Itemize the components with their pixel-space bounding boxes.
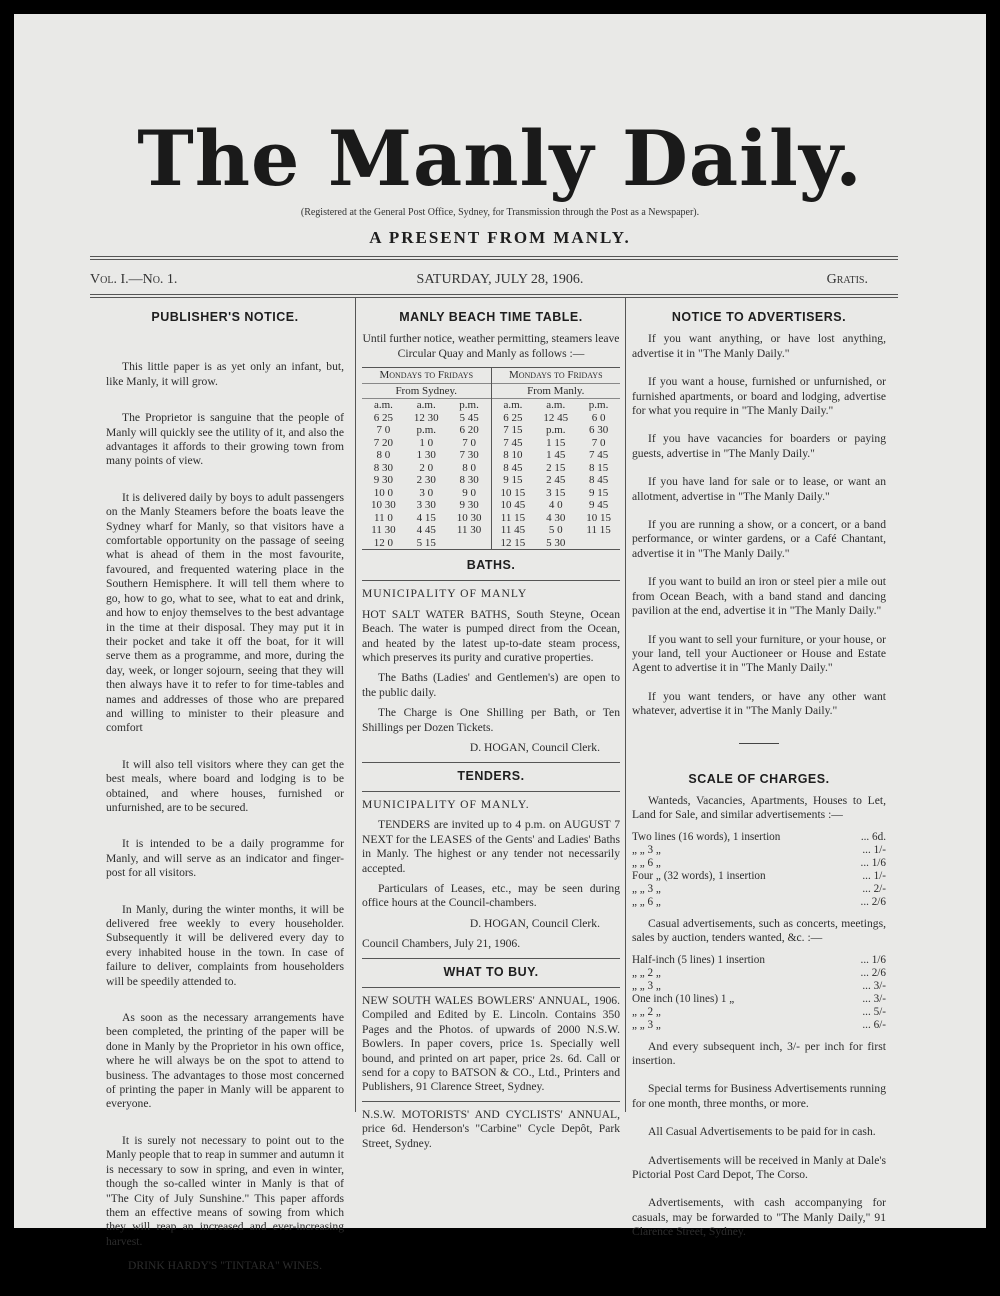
departure-time: 9 0 (462, 486, 476, 499)
timetable-row (492, 487, 621, 500)
departure-time: 10 30 (371, 499, 396, 512)
departure-time: 5 30 (546, 536, 566, 549)
advertisers-paragraph: If you want tenders, or have any other want whatever, advertise it in "The Manly Daily." (632, 689, 886, 718)
timetable-row (362, 449, 491, 462)
line-rates-table (632, 831, 886, 909)
departure-time: 7 30 (459, 449, 479, 462)
dateline-rule-2 (90, 297, 898, 298)
timetable-row (362, 537, 491, 550)
timetable-row (492, 437, 621, 450)
departure-time: 12 0 (373, 536, 394, 549)
scale-paragraph: Special terms for Business Advertisements running for one month, three months, or more. (632, 1082, 886, 1110)
timetable-from-sydney (362, 368, 492, 549)
departure-time: 7 0 (462, 436, 476, 449)
scale-casual: Casual advertisements, such as concerts, meetings, sales by auction, tenders wanted, &c. :— (632, 916, 886, 945)
timetable-row (362, 437, 491, 450)
timetable-row (362, 499, 491, 512)
timetable-heading: MANLY BEACH TIME TABLE. (399, 310, 583, 324)
rate-price: ... 6/- (862, 1018, 886, 1031)
departure-time: 10 45 (500, 499, 526, 512)
tenders-paragraph: Particulars of Leases, etc., may be seen during office hours at the Council-chambers. (362, 881, 620, 910)
rate-row (632, 896, 886, 909)
departure-time: 8 0 (376, 449, 391, 462)
tenders-heading: TENDERS. (457, 768, 525, 783)
rate-row (632, 954, 886, 967)
timetable-row (492, 474, 621, 487)
rate-row (632, 980, 886, 993)
departure-time: 9 30 (373, 474, 394, 487)
departure-time: 7 0 (591, 436, 606, 449)
advertisers-paragraph: If you want anything, or have lost anything, advertise it in "The Manly Daily." (632, 332, 886, 360)
masthead-subtitle: A PRESENT FROM MANLY. (369, 228, 631, 247)
advertisers-paragraph: If you are running a show, or a concert, or a band performance, or winter gardens, or a Café Chantant, advertise it in "The Manly Daily." (632, 518, 886, 560)
scale-intro: Wanteds, Vacancies, Apartments, Houses to Let, Land for Sale, and similar advertisements :— (632, 793, 886, 822)
departure-time: 11 30 (371, 524, 396, 537)
masthead-title: The Manly Daily. (137, 114, 863, 203)
notice-paragraph: In Manly, during the winter months, it will be delivered free weekly to every householder. Subsequently it will be delivered every day to every inhabited house in the town. In case of failure to deliver, complaints from householders will be speedily attended to. (106, 902, 344, 988)
departure-time: 3 15 (546, 486, 566, 499)
notice-paragraph: As soon as the necessary arrangements have been completed, the printing of the paper will be done in Manly by the Proprietor in his own office, where he will always be on the spot to attend to business. The advantages to those most concerned of printing the paper in Manly will be apparent to everyone. (106, 1011, 344, 1111)
rate-price: ... 1/- (862, 843, 886, 856)
section-rule (362, 791, 620, 792)
departure-time: 4 15 (416, 511, 436, 524)
buy-item: NEW SOUTH WALES BOWLERS' ANNUAL, 1906. Compiled and Edited by E. Lincoln. Contains 350 Pages and the Photos. of upwards of 2000 N.S.W. Bowlers. In paper covers, price 1s. Specially well bound, and printed on art paper, price 2s. 6d. Call or send for a copy to BATSON & CO., Ltd., Printers and Publishers, 91 Clarence Street, Sydney. (362, 993, 620, 1094)
timetable-row (362, 462, 491, 475)
rate-price: ... 2/- (862, 882, 886, 895)
departure-time: 6 20 (459, 424, 479, 437)
volume-number: Vol. I.—No. 1. (90, 272, 178, 287)
tenders-date: Council Chambers, July 21, 1906. (362, 937, 521, 951)
rate-row (632, 1019, 886, 1032)
rate-price: ... 1/6 (860, 856, 886, 869)
baths-paragraph: HOT SALT WATER BATHS, South Steyne, Ocean Beach. The water is pumped direct from the Ocean, and heated by the latest up-to-date steam process, which preserves its purity and curative properties. (362, 607, 620, 665)
advertisers-column (632, 310, 886, 1254)
notice-paragraph: It is intended to be a daily programme for Manly, and will serve as an indicator and finger-post for all visitors. (106, 837, 344, 880)
departure-time: 6 25 (503, 411, 523, 424)
rate-row (632, 967, 886, 980)
timetable-row (492, 512, 621, 525)
divider-rule (739, 743, 779, 744)
tenders-paragraph: TENDERS are invited up to 4 p.m. on AUGUST 7 NEXT for the LEASES of the Gents' and Ladies' Baths in Manly. The highest or any tender not necessarily accepted. (362, 818, 620, 875)
top-rule (90, 256, 898, 257)
section-rule (362, 580, 620, 581)
timetable-row (492, 424, 621, 437)
column-divider-1 (355, 298, 356, 1112)
departure-time: 2 30 (416, 474, 436, 487)
rate-price: ... 2/6 (860, 966, 886, 979)
rate-description: Two lines (16 words), 1 insertion (632, 830, 781, 843)
departure-time: 4 45 (416, 524, 436, 537)
buy-item: N.S.W. MOTORISTS' AND CYCLISTS' ANNUAL, price 6d. Henderson's "Carbine" Cycle Depôt, Park Street, Sydney. (362, 1107, 620, 1150)
col-head: a.m. (373, 399, 393, 412)
scale-paragraph: And every subsequent inch, 3/- per inch for first insertion. (632, 1039, 886, 1067)
departure-time: 1 45 (546, 449, 566, 462)
rate-row (632, 870, 886, 883)
departure-time: 2 15 (546, 461, 566, 474)
col-head: a.m. (416, 399, 436, 412)
scale-heading: SCALE OF CHARGES. (688, 771, 830, 786)
rate-row (632, 831, 886, 844)
departure-time: 8 10 (503, 449, 523, 462)
advertisers-paragraph: If you have vacancies for boarders or paying guests, advertise in "The Manly Daily." (632, 432, 886, 460)
departure-time: 4 30 (546, 511, 566, 524)
departure-time: 2 45 (546, 474, 566, 487)
timetable-row (492, 462, 621, 475)
newspaper-page (14, 14, 986, 1273)
what-to-buy-heading: WHAT TO BUY. (443, 964, 539, 979)
inch-rates-table (632, 954, 886, 1032)
baths-paragraph: The Baths (Ladies' and Gentlemen's) are open to the public daily. (362, 671, 620, 699)
notice-paragraph: It will also tell visitors where they can get the best meals, where board and lodging is to be obtained, and where houses, furnished or unfurnished, are to be secured. (106, 757, 344, 814)
departure-time: 10 30 (456, 511, 482, 524)
advertisers-heading: NOTICE TO ADVERTISERS. (671, 310, 847, 324)
notice-paragraph: The Proprietor is sanguine that the people of Manly will quickly see the utility of it, and also the advantages it affords to their growing town from many points of view. (106, 411, 344, 468)
departure-time: 10 15 (586, 511, 611, 524)
section-rule (362, 762, 620, 763)
departure-time: 9 30 (459, 499, 479, 512)
baths-heading: BATHS. (466, 558, 516, 573)
notice-paragraph: This little paper is as yet only an infant, but, like Manly, it will grow. (106, 360, 344, 388)
timetable-row (362, 424, 491, 437)
rate-description: One inch (10 lines) 1 „ (632, 992, 735, 1005)
rate-price: ... 3/- (862, 992, 886, 1005)
departure-time: 7 0 (376, 424, 391, 437)
col-head: p.m. (459, 399, 479, 412)
rate-price: ... 1/6 (860, 953, 886, 966)
departure-time: 7 20 (373, 436, 394, 449)
departure-time: 8 45 (588, 474, 609, 487)
rate-row (632, 993, 886, 1006)
issue-date: SATURDAY, JULY 28, 1906. (416, 272, 584, 287)
rate-description: „ „ 3 „ (632, 882, 661, 895)
departure-time: 5 45 (459, 411, 479, 424)
departure-time: 6 0 (591, 411, 606, 424)
departure-time: 3 0 (419, 486, 434, 499)
departure-time: 4 0 (548, 499, 563, 512)
rate-price: ... 6d. (860, 830, 886, 843)
departure-time: 12 15 (500, 536, 526, 549)
departure-time: 9 15 (503, 474, 523, 487)
registration-note: (Registered at the General Post Office, Sydney, for Transmission through the Post as a Newspaper). (300, 207, 700, 218)
notice-paragraph: It is surely not necessary to point out to the Manly people that to reap in summer and autumn it is necessary to sow in spring, and even in winter, though the so-called winter in Manly is that of "The City of July Sunshine." This paper affords them an effective means of sowing from which they will reap an increased and ever-increasing harvest. (106, 1133, 344, 1248)
departure-time: 12 45 (543, 411, 569, 424)
rate-description: „ „ 2 „ (632, 966, 661, 979)
rate-description: Half-inch (5 lines) 1 insertion (632, 953, 765, 966)
departure-time: 8 30 (459, 474, 479, 487)
departure-time: 11 15 (500, 511, 526, 524)
departure-time: 6 25 (373, 411, 394, 424)
departure-time: 11 45 (500, 524, 526, 537)
departure-time: 11 15 (586, 524, 611, 537)
rate-description: „ „ 3 „ (632, 1018, 661, 1031)
departure-time: 8 15 (588, 461, 609, 474)
departure-time: 9 15 (588, 486, 609, 499)
departure-time: 1 0 (419, 436, 434, 449)
departure-time: 10 15 (500, 486, 526, 499)
departure-time: 7 45 (503, 436, 523, 449)
scale-paragraph: All Casual Advertisements to be paid for in cash. (648, 1125, 876, 1139)
departure-time: 8 0 (462, 461, 476, 474)
departure-time: 5 0 (548, 524, 563, 537)
timetable (362, 367, 620, 550)
timetable-days: Mondays to Fridays (492, 368, 621, 383)
scale-paragraph: Advertisements will be received in Manly at Dale's Pictorial Post Card Depot, The Corso. (632, 1153, 886, 1181)
timetable-intro: Until further notice, weather permitting, steamers leave Circular Quay and Manly as follows :— (362, 332, 620, 360)
departure-time: 8 45 (503, 461, 523, 474)
departure-time: 12 30 (413, 411, 439, 424)
timetable-row (492, 499, 621, 512)
rate-description: „ „ 3 „ (632, 979, 661, 992)
timetable-row (492, 412, 621, 425)
rate-row (632, 1006, 886, 1019)
timetable-table (362, 399, 491, 549)
publishers-notice-heading: PUBLISHER'S NOTICE. (151, 310, 299, 324)
departure-time: 1 15 (546, 436, 566, 449)
departure-time: 9 45 (588, 499, 609, 512)
middle-column (362, 310, 620, 1157)
timetable-direction: From Sydney. (362, 384, 491, 399)
notice-paragraph: It is delivered daily by boys to adult passengers on the Manly Steamers before the boats leave the Sydney wharf for Manly, so that visitors have a comfortable opportunity on the passage of seeing what is ahead of them in the most favourite, favoured, and frequented watering place in the Southern Hemisphere. It will tell them where to go, how to go, what to see, what to eat and drink, and how to enjoy themselves to the best advantage in the time at their disposal. They may put it in their pocket and take it off the boat, for it will serve them as a programme, and more, during the day, week, or longer sojourn, seeing that they will then always have it to refer to for time-tables and names and addresses of those who are prepared and willing to minister to their pleasure and comfort (106, 490, 344, 735)
section-rule (362, 987, 620, 988)
departure-time: 2 0 (419, 461, 434, 474)
tenders-title: MUNICIPALITY OF MANLY. (362, 797, 530, 811)
departure-time: 10 0 (373, 486, 394, 499)
advertisers-paragraph: If you want a house, furnished or unfurnished, or furnished apartments, or board and lodging, advertise for what you require in "The Manly Daily." (632, 375, 886, 418)
timetable-row (362, 524, 491, 537)
advertisers-paragraph: If you want to build an iron or steel pier a mile out from Ocean Beach, with a band stand and dancing pavilion at the end, advertise it in "The Manly Daily." (632, 575, 886, 618)
departure-time: 11 30 (456, 524, 482, 537)
wine-advert: DRINK HARDY'S "TINTARA" WINES. (128, 1259, 322, 1273)
departure-time: 5 15 (416, 536, 436, 549)
price: Gratis. (826, 272, 868, 287)
rate-description: Four „ (32 words), 1 insertion (632, 869, 766, 882)
section-rule (362, 1101, 620, 1102)
departure-time: 8 30 (373, 461, 394, 474)
rate-row (632, 883, 886, 896)
col-head: p.m. (588, 399, 609, 412)
rate-description: „ „ 6 „ (632, 856, 661, 869)
rate-price: ... 1/- (862, 869, 886, 882)
timetable-row (362, 412, 491, 425)
timetable-direction: From Manly. (492, 384, 621, 399)
rate-price: ... 5/- (862, 1005, 886, 1018)
departure-time: 3 30 (416, 499, 436, 512)
departure-time (577, 537, 620, 550)
rate-price: ... 3/- (862, 979, 886, 992)
timetable-row (492, 449, 621, 462)
timetable-row (362, 474, 491, 487)
timetable-row (362, 487, 491, 500)
timetable-row (492, 524, 621, 537)
rate-description: „ „ 2 „ (632, 1005, 661, 1018)
baths-signature: D. HOGAN, Council Clerk. (469, 741, 600, 755)
departure-time: p.m. (545, 424, 566, 437)
rate-row (632, 857, 886, 870)
departure-time: 1 30 (416, 449, 436, 462)
rate-description: „ „ 3 „ (632, 843, 661, 856)
advertisers-paragraph: If you have land for sale or to lease, or want an allotment, advertise in "The Manly Daily." (632, 475, 886, 503)
advertisers-paragraph: If you want to sell your furniture, or your house, or your land, tell your Auctioneer or House and Estate Agent to advertise it in "The Manly Daily." (632, 632, 886, 675)
departure-time: 7 45 (588, 449, 609, 462)
scale-paragraph: Advertisements, with cash accompanying for casuals, may be forwarded to "The Manly Daily," 91 Clarence Street, Sydney. (632, 1196, 886, 1239)
publishers-notice-column (106, 310, 344, 1296)
departure-time: p.m. (416, 424, 437, 437)
rate-description: „ „ 6 „ (632, 895, 661, 908)
column-divider-2 (625, 298, 626, 1112)
rate-price: ... 2/6 (860, 895, 886, 908)
tenders-signature: D. HOGAN, Council Clerk. (469, 916, 600, 930)
dateline-rule (90, 294, 898, 295)
departure-time: 11 0 (373, 511, 393, 524)
section-rule (362, 958, 620, 959)
departure-time (448, 537, 491, 550)
timetable-from-manly (492, 368, 621, 549)
top-rule-2 (90, 259, 898, 260)
departure-time: 6 30 (588, 424, 609, 437)
baths-paragraph: The Charge is One Shilling per Bath, or Ten Shillings per Dozen Tickets. (362, 706, 620, 734)
col-head: a.m. (503, 399, 523, 412)
timetable-row (362, 512, 491, 525)
rate-row (632, 844, 886, 857)
col-head: a.m. (546, 399, 566, 412)
timetable-days: Mondays to Fridays (362, 368, 491, 383)
departure-time: 7 15 (503, 424, 523, 437)
timetable-table (492, 399, 621, 549)
timetable-row (492, 537, 621, 550)
baths-title: MUNICIPALITY OF MANLY (362, 587, 528, 601)
